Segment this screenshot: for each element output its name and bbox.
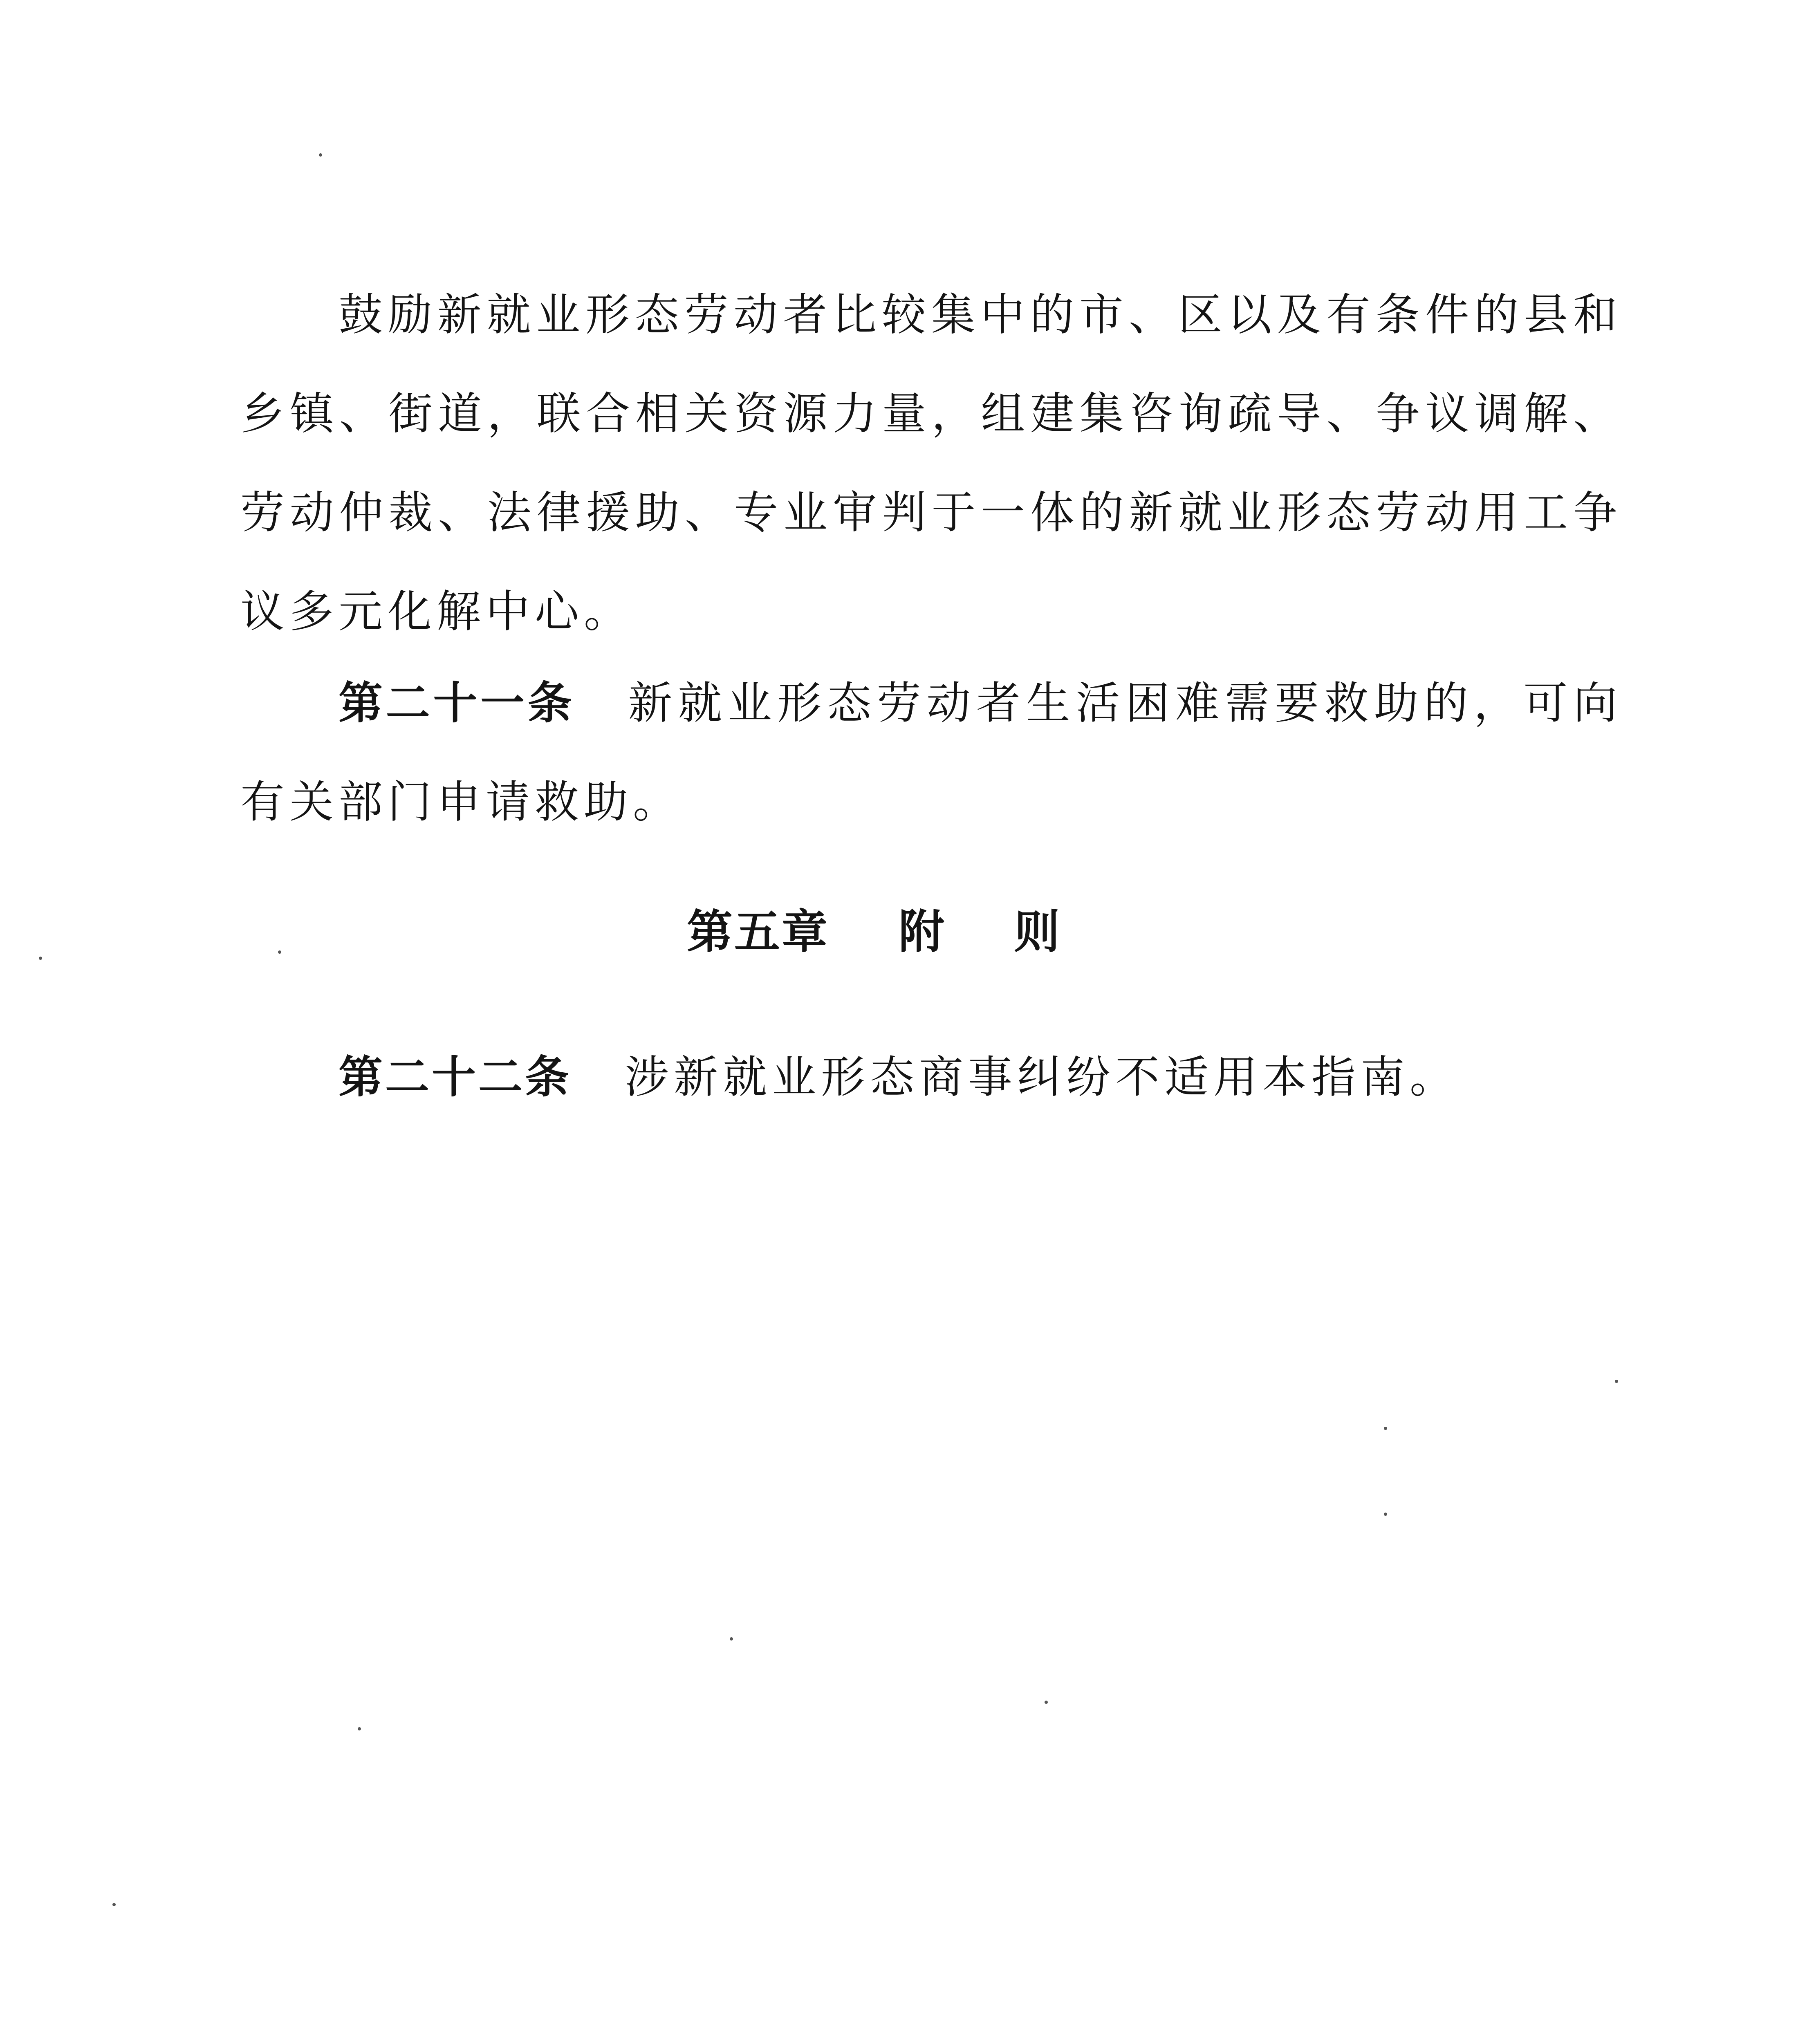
scan-speck [319,153,322,157]
chapter-heading [0,891,1816,973]
scan-speck [112,1903,116,1906]
chapter-name: 附则 [899,905,1129,959]
article-22 [240,1028,1622,1127]
scan-speck [358,1727,361,1730]
article-21-text: 新就业形态劳动者生活困难需要救助的，可向有关部门申请救助。 [240,678,1622,828]
scan-speck [730,1637,733,1641]
chapter-number: 第五章 [687,905,829,959]
paragraph-mediation-center: 鼓励新就业形态劳动者比较集中的市、区以及有条件的县和乡镇、街道，联合相关资源力量，组建集咨询疏导、争议调解、劳动仲裁、法律援助、专业审判于一体的新就业形态劳动用工争议多元化解中心。 [240,289,1622,637]
article-22-title: 第二十二条 [339,1052,572,1103]
scan-speck [39,957,42,960]
scan-speck [1045,1701,1048,1704]
scan-speck [1384,1513,1387,1516]
scan-speck [1384,1427,1387,1430]
article-21 [240,654,1622,852]
article-21-title: 第二十一条 [339,678,575,729]
scan-speck [1615,1380,1618,1383]
scan-speck [278,950,281,954]
article-22-text: 涉新就业形态商事纠纷不适用本指南。 [625,1052,1459,1103]
